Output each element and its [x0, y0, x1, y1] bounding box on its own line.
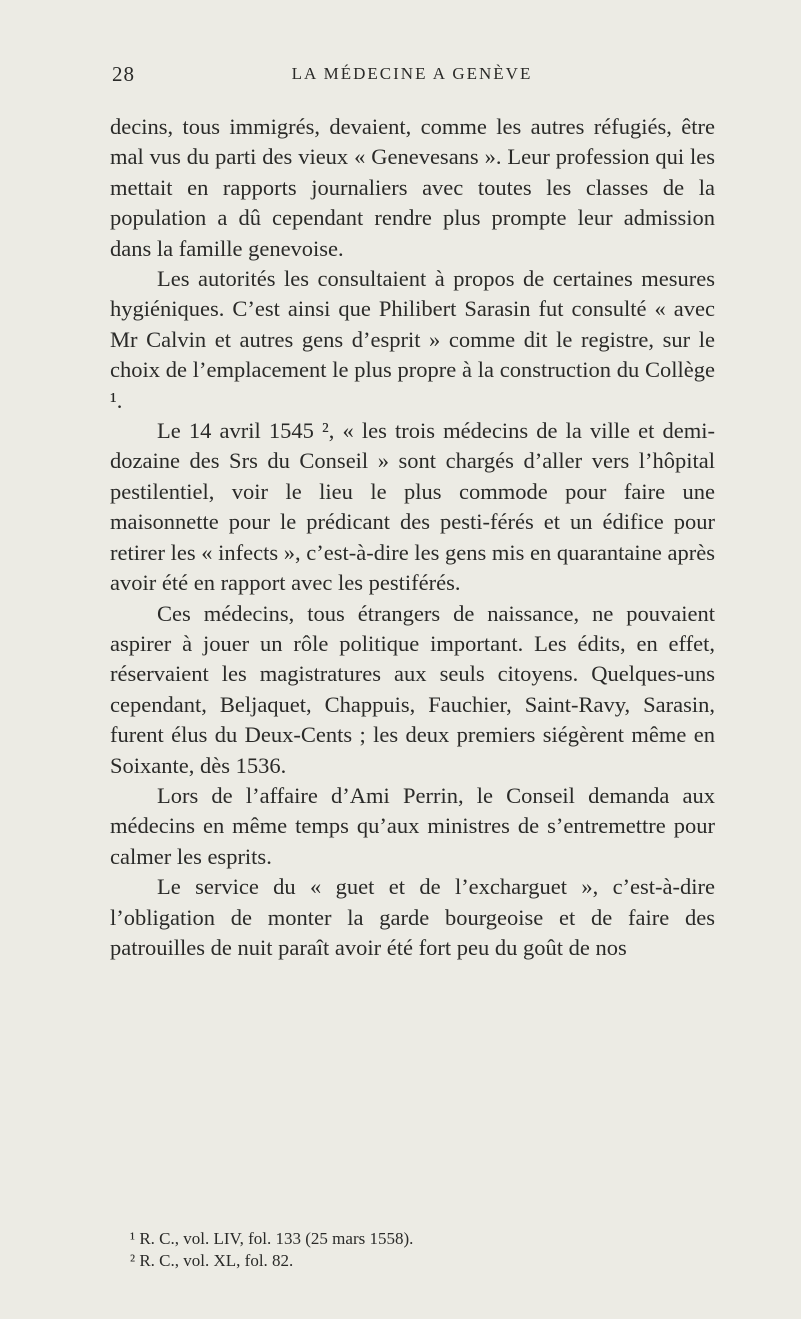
paragraph: Lors de l’affaire d’Ami Perrin, le Conseil demanda aux médecins en même temps qu’aux ministres de s’entremettre pour calmer les esprits.: [110, 782, 715, 869]
paragraph: Le 14 avril 1545 ², « les trois médecins de la ville et demi-dozaine des Srs du Conseil » sont chargés d’aller vers l’hôpital pestilentiel, voir le lieu le plus commode pour faire une maisonnette pour le prédicant des pesti-férés et un édifice pour retirer les « infects », c’est-à-dire les gens mis en quarantaine après avoir été en rapport avec les pestiférés.: [110, 418, 715, 596]
main-text: [110, 112, 715, 963]
paragraph: Les autorités les consultaient à propos de certaines mesures hygiéniques. C’est ainsi que Philibert Sarasin fut consulté « avec Mr Calvin et autres gens d’esprit » comme dit le registre, sur le choix de l’emplacement le plus propre à la construction du Collège ¹.: [110, 266, 715, 413]
page-number: 28: [112, 62, 135, 86]
page-header: [112, 62, 712, 92]
paragraph: Le service du « guet et de l’excharguet », c’est-à-dire l’obligation de monter la garde bourgeoise et de faire des patrouilles de nuit paraît avoir été fort peu du goût de nos: [110, 874, 715, 960]
footnote: ² R. C., vol. XL, fol. 82.: [130, 1251, 294, 1270]
paragraph: decins, tous immigrés, devaient, comme les autres réfugiés, être mal vus du parti des vieux « Genevesans ». Leur profession qui les mettait en rapports journaliers avec toutes les classes de la population a dû cependant rendre plus prompte leur admission dans la famille genevoise.: [110, 114, 715, 261]
paragraph: Ces médecins, tous étrangers de naissance, ne pouvaient aspirer à jouer un rôle politique important. Les édits, en effet, réservaient les magistratures aux seuls citoyens. Quelques-uns cependant, Beljaquet, Chappuis, Fauchier, Saint-Ravy, Sarasin, furent élus du Deux-Cents ; les deux premiers siégèrent même en Soixante, dès 1536.: [110, 600, 715, 778]
running-title: LA MÉDECINE A GENÈVE: [291, 64, 533, 83]
footnotes: [130, 1228, 690, 1272]
footnote: ¹ R. C., vol. LIV, fol. 133 (25 mars 1558).: [130, 1229, 414, 1248]
